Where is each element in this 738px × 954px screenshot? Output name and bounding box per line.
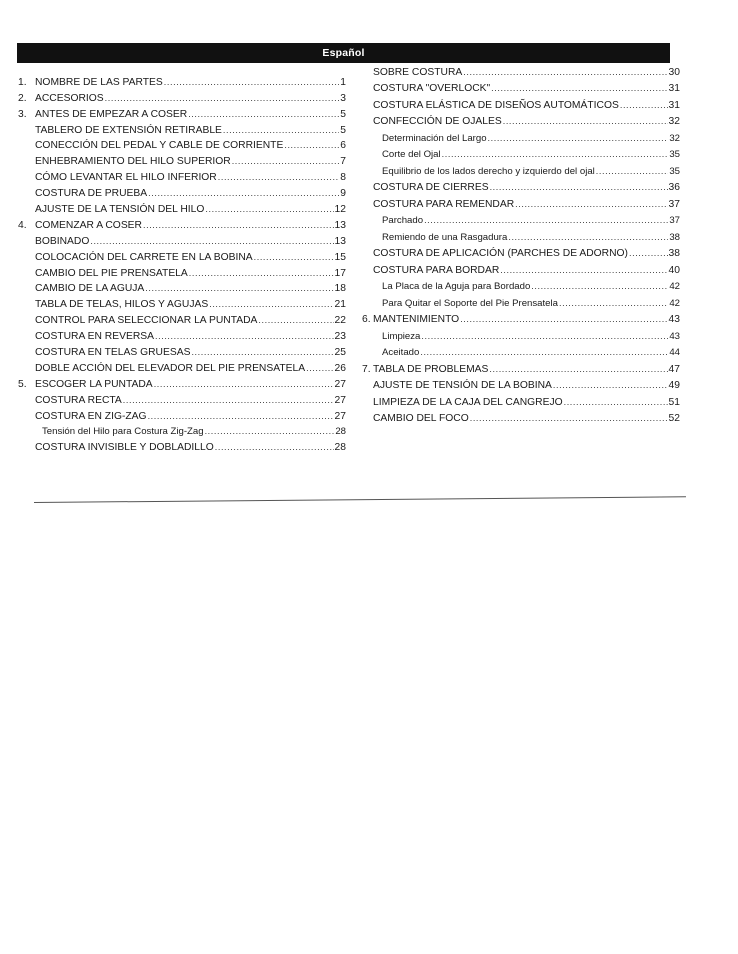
toc-entry-label: Equilibrio de los lados derecho y izquierdo del ojal [382,165,595,177]
toc-entry-label: AJUSTE DE TENSIÓN DE LA BOBINA [373,380,552,391]
dot-leader [145,283,333,294]
page-number: 27 [334,410,346,422]
toc-entry-label: COSTURA DE APLICACIÓN (PARCHES DE ADORNO) [373,248,628,259]
toc-entry[interactable] [18,310,346,326]
section-number: 7. [362,363,371,375]
dot-leader [154,379,334,390]
toc-entry-title [18,77,163,88]
page-number: 49 [668,380,680,391]
page-number: 27 [334,394,346,406]
page-number: 9 [340,188,346,200]
toc-entry-label: COSTURA "OVERLOCK" [373,83,491,94]
section-number: 2. [18,92,27,104]
dot-leader [164,77,339,88]
dot-leader [189,268,334,279]
page-number: 27 [334,378,346,390]
toc-entry-title [35,125,222,136]
toc-entry-label: Corte del Ojal [382,149,441,160]
toc-entry[interactable] [18,151,346,167]
toc-entry-title [42,426,204,437]
dot-leader [424,215,668,226]
toc-entry-title [35,411,147,422]
page-number: 18 [334,283,346,295]
toc-entry-title [18,109,187,120]
dot-leader [205,204,333,215]
dot-leader [218,172,340,183]
dot-leader [90,236,333,247]
dot-leader [191,347,333,358]
dot-leader [488,133,669,144]
toc-entry-label: ENHEBRAMIENTO DEL HILO SUPERIOR [35,156,231,168]
toc-entry[interactable] [362,210,680,227]
toc-entry-label: Remiendo de una Rasgadura [382,231,508,243]
toc-entry[interactable] [18,183,346,199]
toc-entry-label: COSTURA DE PRUEBA [35,188,148,200]
toc-left-column [18,72,346,453]
toc-entry-title [373,397,563,408]
toc-entry-title [373,116,502,127]
toc-entry-label: MANTENIMIENTO [373,314,460,325]
toc-entry-label: Aceitado [382,347,420,358]
toc-entry[interactable] [18,199,346,215]
toc-entry[interactable] [362,276,680,293]
section-number: 6. [362,314,371,325]
page-number: 47 [668,363,680,375]
toc-entry-title [35,331,154,342]
page-number: 36 [668,182,680,193]
toc-entry-title [35,252,253,263]
dot-leader [155,331,334,342]
page-number: 43 [668,314,680,325]
toc-entry[interactable] [362,127,680,144]
toc-entry[interactable] [362,375,680,392]
toc-entry-title [373,265,499,276]
dot-leader [515,199,667,210]
toc-entry[interactable] [18,406,346,422]
toc-entry-title [382,232,507,243]
page-number: 44 [669,347,680,358]
toc-entry[interactable] [362,78,680,95]
dot-leader [215,442,334,453]
toc-entry-label: Parchado [382,215,424,226]
toc-entry-label: TABLA DE TELAS, HILOS Y AGUJAS [35,299,209,311]
toc-entry-label: COSTURA INVISIBLE Y DOBLADILLO [35,442,214,454]
toc-entry-title [373,248,628,259]
page-number: 5 [340,124,346,136]
toc-entry-title [382,149,441,160]
toc-entry-label: COSTURA EN TELAS GRUESAS [35,347,191,359]
dot-leader [489,364,667,375]
dot-leader [209,299,333,310]
page-number: 52 [668,413,680,424]
toc-entry-label: CONECCIÓN DEL PEDAL Y CABLE DE CORRIENTE [35,140,284,152]
page-number: 35 [669,149,680,160]
toc-entry[interactable] [18,136,346,152]
toc-entry-label: Limpieza [382,330,421,342]
toc-entry-label: Para Quitar el Soporte del Pie Prensatela [382,297,558,309]
dot-leader [491,83,667,94]
page-number: 32 [668,116,680,127]
dot-leader [490,182,668,193]
dot-leader [420,347,668,358]
toc-entry-label: CÓMO LEVANTAR EL HILO INFERIOR [35,172,217,184]
language-banner [17,43,670,63]
toc-entry[interactable] [362,391,680,408]
dot-leader [105,93,340,104]
dot-leader [620,100,668,111]
toc-entry[interactable] [362,61,680,78]
toc-entry[interactable] [18,215,346,231]
toc-entry[interactable] [362,243,680,260]
toc-entry[interactable] [18,294,346,310]
toc-entry-label: NOMBRE DE LAS PARTES [35,76,163,88]
toc-entry-title [382,331,420,342]
dot-leader [306,363,333,374]
dot-leader [123,395,334,406]
toc-entry[interactable] [18,247,346,263]
page-number: 21 [334,299,346,311]
toc-entry-title [18,379,153,390]
toc-entry-title [35,268,188,279]
page-number: 43 [669,330,680,342]
toc-entry[interactable] [362,193,680,210]
toc-entry[interactable] [362,160,680,177]
dot-leader [442,149,669,160]
toc-entry-label: COLOCACIÓN DEL CARRETE EN LA BOBINA [35,251,253,263]
page-number: 38 [668,248,680,259]
toc-entry-title [35,172,217,183]
toc-entry-title [373,413,469,424]
toc-entry[interactable] [362,292,680,309]
toc-entry-label: COMENZAR A COSER [35,219,142,231]
section-number: 4. [18,219,27,231]
dot-leader [503,116,668,127]
toc-entry-title [18,93,104,104]
toc-entry-title [382,298,558,309]
toc-entry-title [382,347,419,358]
dot-leader [421,331,668,342]
toc-entry-title [35,442,214,453]
toc-entry-title [35,363,305,374]
page-number: 28 [334,442,346,454]
toc-entry-label: COSTURA DE CIERRES [373,182,489,193]
toc-entry-label: COSTURA RECTA [35,394,122,406]
toc-entry[interactable] [18,374,346,390]
toc-entry-label: CAMBIO DEL PIE PRENSATELA [35,267,188,279]
toc-entry[interactable] [18,72,346,88]
toc-entry-label: SOBRE COSTURA [373,66,463,78]
page-number: 13 [334,219,346,231]
toc-entry-title [35,347,190,358]
toc-entry-label: COSTURA ELÁSTICA DE DISEÑOS AUTOMÁTICOS [373,99,619,111]
toc-entry-label: ESCOGER LA PUNTADA [35,378,153,390]
toc-entry[interactable] [18,120,346,136]
page-number: 38 [669,231,680,243]
dot-leader [564,397,668,408]
toc-entry[interactable] [362,259,680,276]
toc-entry-title [362,314,459,325]
toc-entry[interactable] [362,309,680,326]
page-number: 31 [668,99,680,111]
page-number: 17 [334,267,346,279]
toc-entry-label: CONTROL PARA SELECCIONAR LA PUNTADA [35,315,258,327]
toc-entry-label: COSTURA EN REVERSA [35,331,155,343]
banner-title: Español [322,47,365,59]
page-number: 6 [340,140,346,152]
toc-entry-title [362,364,488,375]
toc-entry-label: ANTES DE EMPEZAR A COSER [35,108,188,120]
toc-entry-title [373,83,490,94]
toc-entry-title [382,215,423,226]
toc-entry-label: COSTURA EN ZIG-ZAG [35,410,147,422]
toc-entry-title [373,100,619,111]
dot-leader [508,232,668,243]
toc-entry-title [373,182,489,193]
toc-entry[interactable] [18,88,346,104]
dot-leader [258,315,333,326]
toc-entry[interactable] [18,231,346,247]
toc-entry-label: COSTURA PARA BORDAR [373,264,500,276]
toc-entry[interactable] [362,342,680,359]
dot-leader [223,125,339,136]
page-number: 7 [340,156,346,168]
dot-leader [629,248,668,259]
toc-entry-title [382,166,595,177]
toc-entry-label: ACCESORIOS [35,92,104,104]
dot-leader [188,109,339,120]
bottom-divider [34,496,686,503]
page-number: 42 [669,297,680,309]
page-number: 13 [334,235,346,247]
section-number: 3. [18,108,27,120]
page-number: 1 [340,76,346,88]
section-number: 5. [18,378,27,390]
dot-leader [596,166,669,177]
toc-entry-title [35,156,231,167]
toc-entry-label: TABLERO DE EXTENSIÓN RETIRABLE [35,124,222,136]
toc-entry[interactable] [362,226,680,243]
page-number: 30 [668,66,680,78]
toc-entry-label: BOBINADO [35,235,90,247]
toc-entry[interactable] [362,408,680,425]
toc-entry-title [382,281,530,292]
toc-entry[interactable] [18,422,346,438]
toc-entry-label: CONFECCIÓN DE OJALES [373,116,502,127]
page-number: 35 [669,165,680,177]
page-number: 8 [340,172,346,184]
toc-entry-title [373,199,514,210]
toc-entry-title [35,299,208,310]
toc-entry[interactable] [18,437,346,453]
dot-leader [143,220,334,231]
page-number: 12 [334,204,346,216]
toc-entry-label: CAMBIO DEL FOCO [373,413,469,424]
toc-entry-title [35,283,144,294]
toc-entry-title [35,188,147,199]
toc-entry-label: CAMBIO DE LA AGUJA [35,283,145,295]
toc-entry[interactable] [18,390,346,406]
toc-entry-label: Determinación del Largo [382,132,487,144]
toc-entry-title [373,67,462,78]
toc-entry[interactable] [362,325,680,342]
toc-entry[interactable] [18,326,346,342]
toc-entry-title [35,236,89,247]
toc-entry-title [35,315,257,326]
page-number: 32 [669,132,680,144]
page-number: 51 [668,396,680,408]
page-number: 15 [334,251,346,263]
toc-entry[interactable] [362,358,680,375]
toc-entry[interactable] [362,177,680,194]
dot-leader [559,298,668,309]
page-number: 31 [668,83,680,94]
page-number: 25 [334,347,346,359]
dot-leader [148,411,334,422]
toc-entry-label: Tensión del Hilo para Costura Zig-Zag [42,426,204,438]
toc-entry-label: DOBLE ACCIÓN DEL ELEVADOR DEL PIE PRENSATELA [35,362,306,374]
page-number: 42 [669,281,680,292]
toc-entry[interactable] [18,263,346,279]
dot-leader [460,314,667,325]
toc-entry[interactable] [362,94,680,111]
dot-leader [553,380,668,391]
dot-leader [254,252,334,263]
dot-leader [470,413,668,424]
toc-entry[interactable] [18,279,346,295]
page-number: 28 [335,426,346,438]
dot-leader [500,265,667,276]
dot-leader [284,140,339,151]
dot-leader [463,67,667,78]
toc-entry-title [35,204,204,215]
dot-leader [531,281,668,292]
page-number: 5 [340,108,346,120]
toc-entry-label: LIMPIEZA DE LA CAJA DEL CANGREJO [373,396,563,408]
dot-leader [205,426,335,437]
section-number: 1. [18,76,27,88]
toc-entry-label: TABLA DE PROBLEMAS [373,363,489,375]
dot-leader [232,156,340,167]
toc-entry[interactable] [18,358,346,374]
toc-entry-title [18,220,142,231]
toc-entry[interactable] [18,104,346,120]
toc-entry[interactable] [18,342,346,358]
toc-entry[interactable] [362,111,680,128]
toc-entry-title [35,395,122,406]
page-number: 40 [668,264,680,276]
toc-entry[interactable] [18,167,346,183]
toc-entry-label: AJUSTE DE LA TENSIÓN DEL HILO [35,204,205,216]
page-number: 3 [340,92,346,104]
toc-entry-title [35,140,283,151]
toc-right-column [362,61,680,424]
dot-leader [148,188,339,199]
toc-entry-title [373,380,552,391]
page-number: 37 [669,215,680,226]
page-number: 22 [334,315,346,327]
page-number: 26 [334,362,346,374]
toc-entry[interactable] [362,144,680,161]
toc-entry-title [382,133,487,144]
page-number: 23 [334,331,346,343]
toc-entry-label: COSTURA PARA REMENDAR [373,198,515,210]
toc-entry-label: La Placa de la Aguja para Bordado [382,281,531,292]
page-number: 37 [668,198,680,210]
